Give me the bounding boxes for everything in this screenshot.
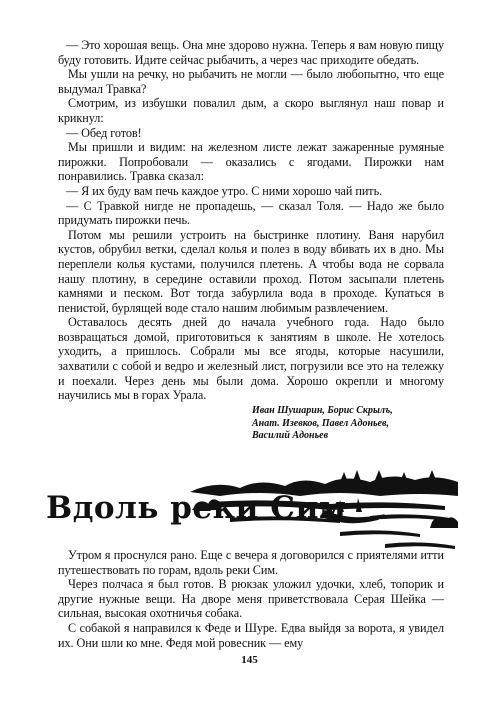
page-number: 145 xyxy=(241,654,258,666)
author-line: Василий Адоньев xyxy=(252,430,329,441)
paragraph: Через полчаса я был готов. В рюкзак уложил удочки, хлеб, топорик и другие нужные вещи. На дворе меня приветствовала Серая Шейка — сильная, высокая охотничья собака. xyxy=(58,577,444,621)
story-text-first xyxy=(58,38,444,403)
paragraph: Утром я проснулся рано. Еще с вечера я договорился с приятелями итти путешествовать по горам, вдоль реки Сим. xyxy=(58,548,444,577)
story-text-second xyxy=(58,548,444,650)
paragraph: — Это хорошая вещь. Она мне здорово нужна. Теперь я вам новую пищу буду готовить. Идите сейчас рыбачить, а через час приходите обедать. xyxy=(58,38,444,67)
paragraph: — С Травкой нигде не пропадешь, — сказал Толя. — Надо же было придумать пирожки печь. xyxy=(58,198,444,228)
paragraph: Мы пришли и видим: на железном листе лежат зажаренные румяные пирожки. Попробовали — оказались с ягодами. Пирожки нам понравились. Травка сказал: xyxy=(58,140,444,184)
paragraph: Смотрим, из избушки повалил дым, а скоро выглянул наш повар и крикнул: xyxy=(58,96,444,125)
paragraph: Потом мы решили устроить на быстринке плотину. Ваня нарубил кустов, обрубил ветки, сделал колья и полез в воду вбивать их в дно. Мы переплели колья кустами, получился плетень. А чтобы вода не сорвала нашу плотину, в середине оставили проход. Потом засыпали плетень камнями и песком. Вот тогда забурлила вода в проходе. Купаться в пенистой, бурлящей воде стало нашим любимым развлечением. xyxy=(58,227,444,315)
paragraph: Мы ушли на речку, но рыбачить не могли — было любопытно, что еще выдумал Травка? xyxy=(58,67,444,96)
author-line: Анат. Изевков, Павел Адоньев, xyxy=(252,417,389,429)
paragraph: — Обед готов! xyxy=(66,125,142,140)
story-title: Вдоль реки Сим xyxy=(46,490,347,526)
paragraph: — Я их буду вам печь каждое утро. С ними хорошо чай пить. xyxy=(66,183,383,198)
paragraph: С собакой я направился к Феде и Шуре. Едва выйдя за ворота, я увидел их. Они шли ко мне. Федя мой ровесник — ему xyxy=(58,620,444,650)
author-line: Иван Шушарин, Борис Скрылъ, xyxy=(252,405,393,416)
paragraph: Оставалось десять дней до начала учебного года. Надо было возвращаться домой, приготовиться к занятиям в школе. Не хотелось уходить, а пришлось. Собрали мы все ягоды, которые насушили, захватили с собой и ведро и железный лист, погрузили все это на тележку и поехали. Через день мы были дома. Хорошо окрепли и многому научились мы в горах Урала. xyxy=(58,315,444,403)
author-signature xyxy=(252,405,452,443)
